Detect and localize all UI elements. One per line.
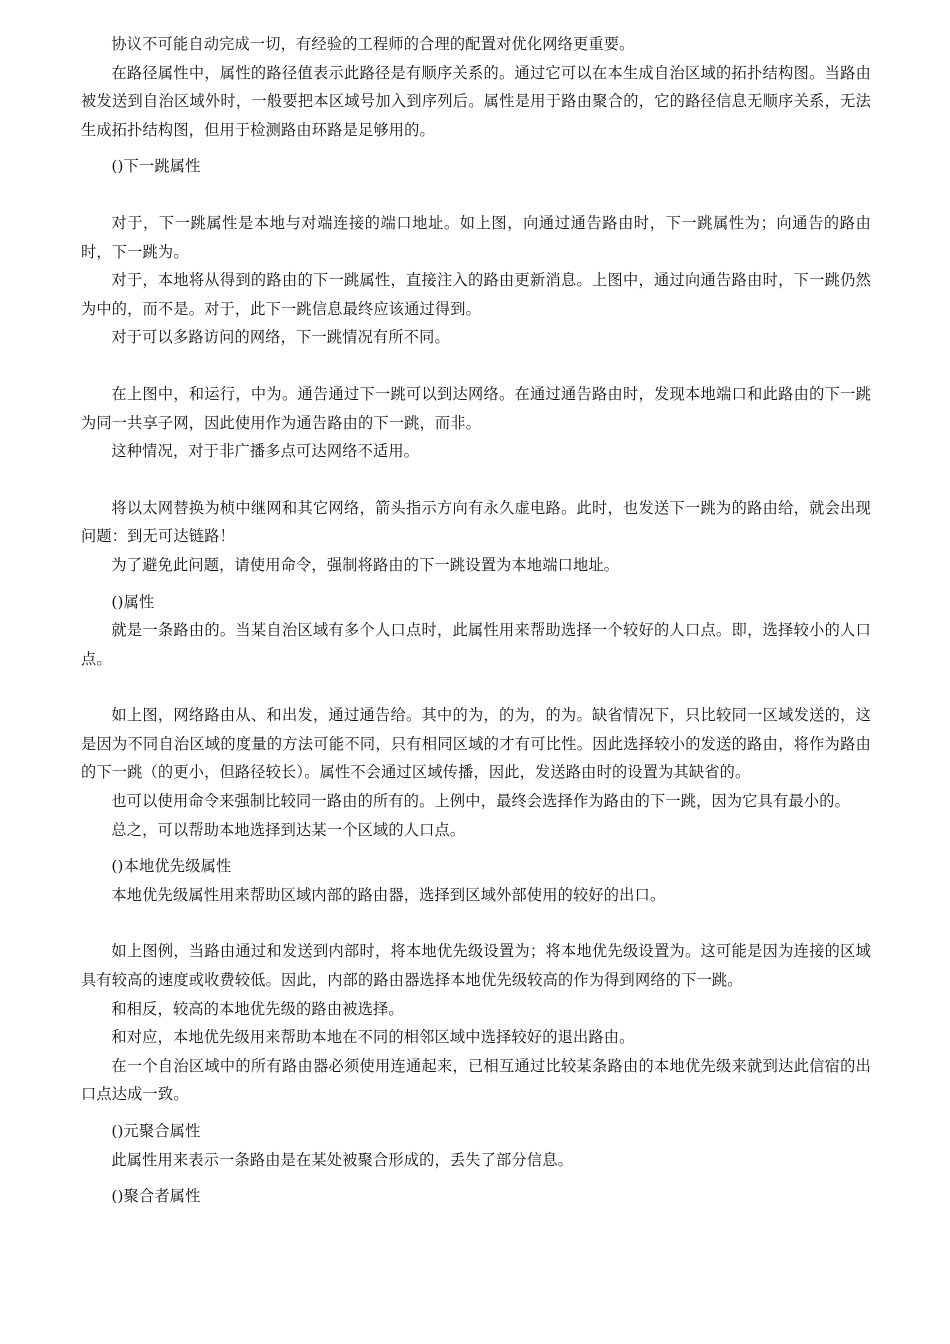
paragraph: 和相反，较高的本地优先级的路由被选择。 — [111, 999, 404, 1018]
paragraph: 也可以使用命令来强制比较同一路由的所有的。上例中，最终会选择作为路由的下一跳，因为它具有最小的。 — [111, 792, 850, 811]
section-heading-next-hop: ()下一跳属性 — [111, 157, 201, 176]
paragraph: 将以太网替换为桢中继网和其它网络，箭头指示方向有永久虚电路。此时，也发送下一跳为的路由给，就会出现问题：到无可达链路！ — [81, 498, 871, 546]
paragraph: 如上图，网络路由从、和出发，通过通告给。其中的为，的为，的为。缺省情况下，只比较同一区域发送的，这是因为不同自治区域的度量的方法可能不同，只有相同区域的才有可比性。因此选择较小的发送的路由，将作为路由的下一跳（的更小，但路径较长）。属性不会通过区域传播，因此，发送路由时的设置为其缺省的。 — [81, 706, 871, 782]
section-heading-local-preference: ()本地优先级属性 — [111, 857, 232, 876]
section-heading-aggregator: ()聚合者属性 — [111, 1187, 201, 1206]
section-heading-med: ()属性 — [111, 592, 155, 611]
paragraph: 本地优先级属性用来帮助区域内部的路由器，选择到区域外部使用的较好的出口。 — [111, 885, 666, 904]
paragraph: 协议不可能自动完成一切，有经验的工程师的合理的配置对优化网络更重要。 — [111, 35, 635, 53]
paragraph: 在上图中，和运行，中为。通告通过下一跳可以到达网络。在通过通告路由时，发现本地端口和此路由的下一跳为同一共享子网，因此使用作为通告路由的下一跳，而非。 — [81, 384, 871, 432]
paragraph: 此属性用来表示一条路由是在某处被聚合形成的，丢失了部分信息。 — [111, 1150, 574, 1169]
section-heading-atomic-aggregate: ()元聚合属性 — [111, 1122, 201, 1140]
paragraph: 就是一条路由的。当某自治区域有多个人口点时，此属性用来帮助选择一个较好的人口点。即，选择较小的人口点。 — [81, 621, 871, 668]
paragraph: 对于，本地将从得到的路由的下一跳属性，直接注入的路由更新消息。上图中，通过向通告路由时，下一跳仍然为中的，而不是。对于，此下一跳信息最终应该通过得到。 — [81, 271, 871, 318]
document-page — [81, 30, 871, 1211]
paragraph: 在一个自治区域中的所有路由器必须使用连通起来，已相互通过比较某条路由的本地优先级来就到达此信宿的出口点达成一致。 — [81, 1056, 871, 1104]
paragraph: 这种情况，对于非广播多点可达网络不适用。 — [111, 442, 420, 461]
paragraph: 和对应，本地优先级用来帮助本地在不同的相邻区域中选择较好的退出路由。 — [111, 1028, 635, 1047]
paragraph: 总之，可以帮助本地选择到达某一个区域的人口点。 — [111, 820, 466, 839]
paragraph: 对于，下一跳属性是本地与对端连接的端口地址。如上图，向通过通告路由时，下一跳属性为；向通告的路由时，下一跳为。 — [81, 213, 871, 261]
paragraph: 如上图例，当路由通过和发送到内部时，将本地优先级设置为；将本地优先级设置为。这可能是因为连接的区域具有较高的速度或收费较低。因此，内部的路由器选择本地优先级较高的作为得到网络的下一跳。 — [81, 942, 871, 990]
paragraph: 在路径属性中，属性的路径值表示此路径是有顺序关系的。通过它可以在本生成自治区域的拓扑结构图。当路由被发送到自治区域外时，一般要把本区域号加入到序列后。属性是用于路由聚合的，它的路径信息无顺序关系，无法生成拓扑结构图，但用于检测路由环路是足够用的。 — [81, 63, 871, 139]
paragraph: 为了避免此问题，请使用命令，强制将路由的下一跳设置为本地端口地址。 — [111, 555, 620, 574]
paragraph: 对于可以多路访问的网络，下一跳情况有所不同。 — [111, 328, 450, 347]
